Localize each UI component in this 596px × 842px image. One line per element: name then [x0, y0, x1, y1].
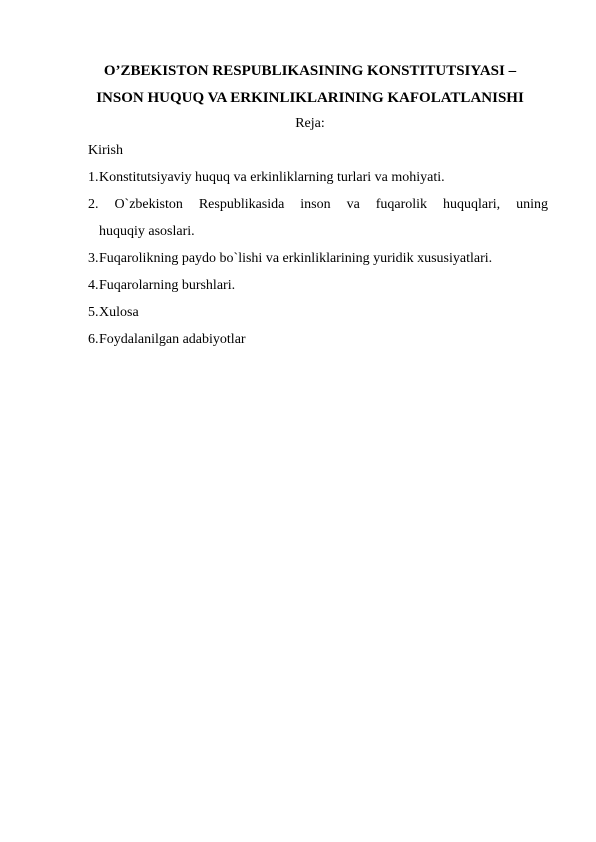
- plan-item-2: [88, 196, 548, 214]
- plan-item-word: huquqlari,: [443, 197, 501, 212]
- plan-item-number: 6.: [88, 332, 99, 347]
- plan-item-word: va: [346, 197, 360, 212]
- plan-item-word: Respublikasida: [198, 197, 285, 212]
- intro-item: Kirish: [88, 143, 123, 158]
- plan-item-word: inson: [300, 197, 331, 212]
- plan-item-text: Foydalanilgan adabiyotlar: [99, 332, 246, 347]
- plan-item-number: 2.: [88, 197, 99, 212]
- plan-item-text: Fuqarolarning burshlari.: [99, 278, 236, 293]
- plan-item-text: Xulosa: [99, 305, 139, 320]
- document-title-line-2: INSON HUQUQ VA ERKINLIKLARINING KAFOLATLANISHI: [96, 90, 524, 106]
- plan-heading: Reja:: [295, 116, 325, 131]
- plan-item-word: O`zbekiston: [114, 197, 183, 212]
- plan-item-number: 3.: [88, 251, 99, 266]
- document-title-line-1: O’ZBEKISTON RESPUBLIKASINING KONSTITUTSIYASI –: [103, 63, 517, 79]
- plan-item-number: 1.: [88, 170, 99, 185]
- plan-item-number: 4.: [88, 278, 99, 293]
- plan-item-text: Konstitutsiyaviy huquq va erkinliklarning turlari va mohiyati.: [99, 170, 445, 185]
- plan-item-number: 5.: [88, 305, 99, 320]
- plan-item-2-continuation: huquqiy asoslari.: [99, 224, 195, 239]
- plan-item-text: Fuqarolikning paydo bo`lishi va erkinliklarining yuridik xususiyatlari.: [99, 251, 493, 266]
- plan-item-word: uning: [516, 197, 548, 212]
- plan-item-word: fuqarolik: [375, 197, 428, 212]
